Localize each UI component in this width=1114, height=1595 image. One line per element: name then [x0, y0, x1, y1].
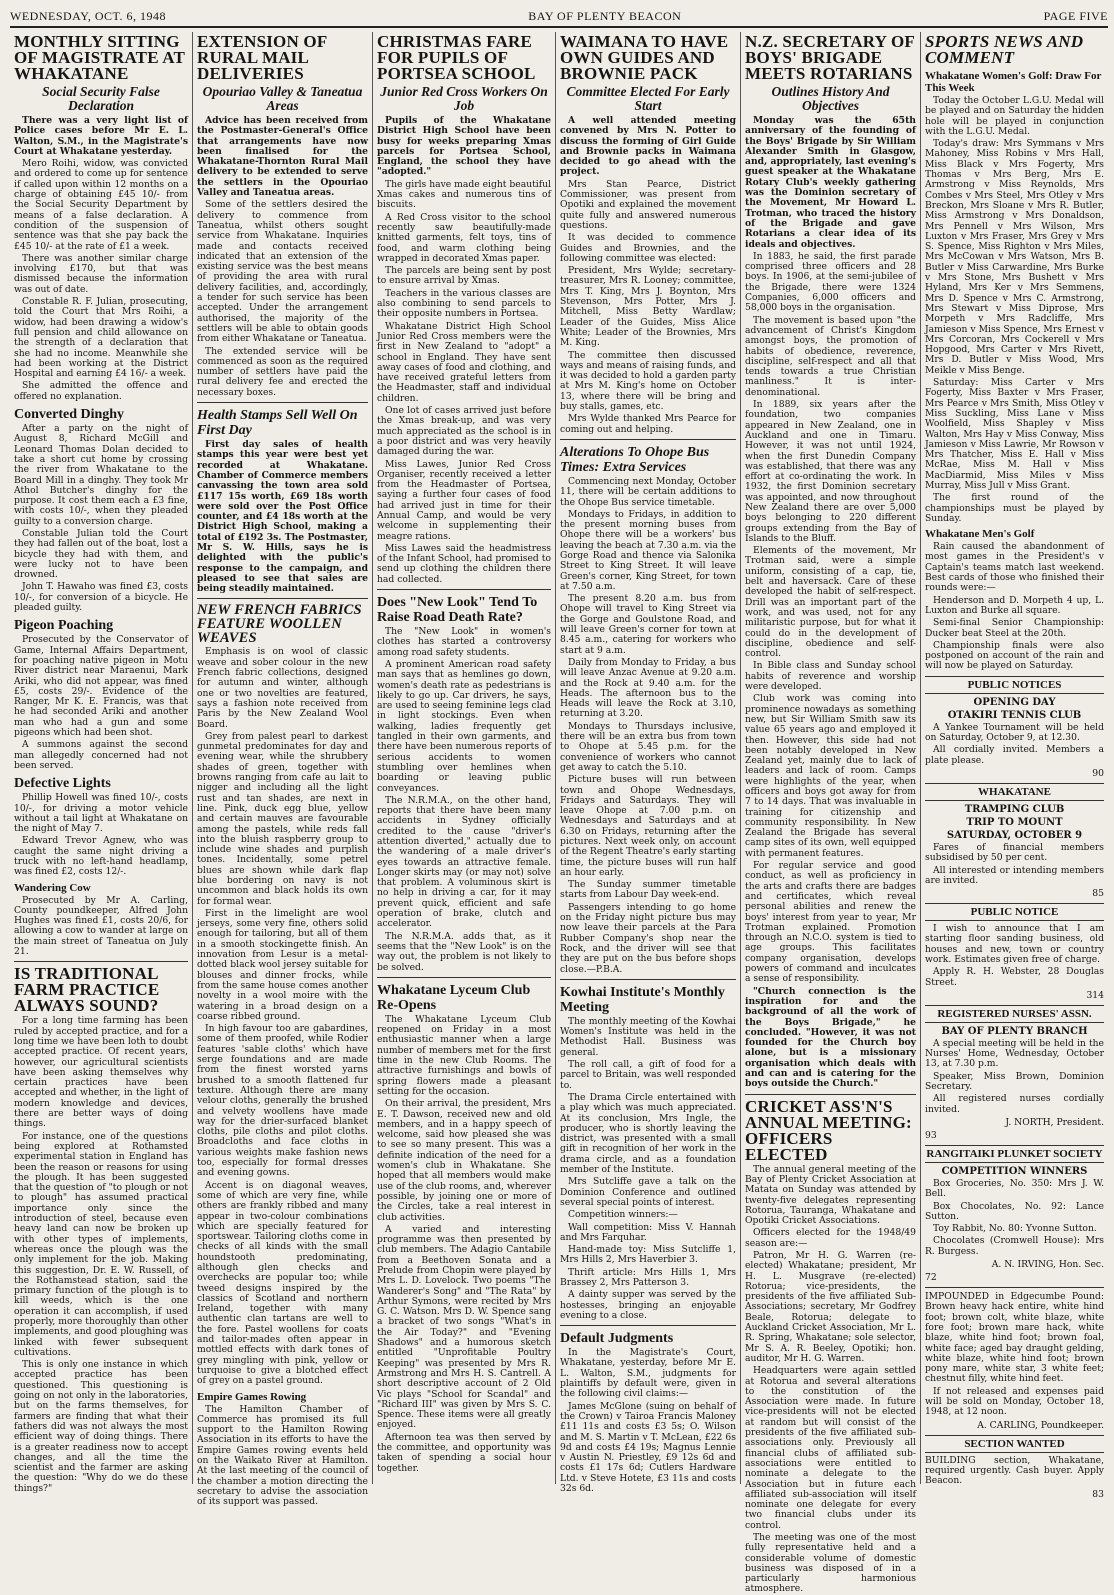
notice-signature: A. CARLING, Poundkeeper.	[977, 1419, 1104, 1431]
para: Hand-made toy: Miss Sutcliffe 1, Mrs Hills 2, Mrs Haverbier 3.	[560, 1244, 736, 1266]
para: The N.R.M.A. adds that, as it seems that the "New Look" is on the way out, the problem is not likely to be solved.	[377, 930, 551, 973]
para: All registered nurses cordially invited.	[925, 1093, 1104, 1115]
para: Afternoon tea was then served by the committee, and opportunity was taken of spending a social hour together.	[377, 1431, 551, 1474]
columns	[10, 32, 1108, 1595]
para: Advice has been received from the Postmaster-General's Office that arrangements have now been finalised for the Whakatane-Thornton Rural Mail delivery to be extended to serve the settlers in the Opouriao Valley and Taneatua areas.	[197, 115, 368, 199]
divider	[14, 961, 188, 962]
headline-rural-mail: EXTENSION OF RURAL MAIL DELIVERIES	[197, 32, 327, 83]
para: Elements of the movement, Mr Trotman said, were a simple uniform, consisting of a cap, tie, belt and haversack. Care of these developed the habit of self-respect. Drill was an important part of the work, and was used, not for any militaristic purpose, but for what it could do in the development of discipline, obedience and self-control.	[745, 545, 916, 660]
para: Mondays to Thursdays inclusive, there will be an extra bus from town to Ohope at 5.45 p.m. for the convenience of workers who cannot get away to catch the 5.10.	[560, 720, 736, 773]
para: A Yankee Tournament will be held on Saturday, October 9, at 12.30.	[925, 721, 1104, 744]
para: The extended service will be commenced as soon as the required number of settlers have paid the rural delivery fee and erected the necessary boxes.	[197, 345, 368, 398]
para: One lot of cases arrived just before the Xmas break-up, and was very much appreciated as the school is in a poor district and was very heavily damaged during the war.	[377, 405, 551, 458]
para: Mero Roihi, widow, was convicted and ordered to come up for sentence if called upon within 12 months on a charge of obtaining £45 10/- from the Social Security Department by means of a false declaration. A condition of the suspension of sentence was that she pay back the £45 10/- at the rate of £1 a week.	[14, 158, 188, 252]
para: The girls have made eight beautiful Xmas cakes and numerous tins of biscuits.	[377, 178, 551, 211]
para: There was a very light list of Police cases before Mr E. L. Walton, S.M., in the Magistrate's Court at Whakatane yesterday.	[14, 115, 188, 157]
para: The committee then discussed ways and means of raising funds, and it was decided to hold a garden party at Mrs M. King's home on October 13, where there will be bring and buy stalls, games, etc.	[560, 349, 736, 413]
para: Henderson and D. Morpeth 4 up, L. Luxton and Burke all square.	[925, 594, 1104, 616]
para: The Sunday summer timetable starts from Labour Day week-end.	[560, 879, 736, 901]
column-5	[741, 32, 921, 1595]
para: There was another similar charge involving £170, but that was dismissed because the information was out of date.	[14, 252, 188, 295]
heading-ohope-bus: Alterations To Ohope Bus Times: Extra Services	[560, 444, 710, 475]
para: A varied and interesting programme was then presented by club members. The Adagio Cantabile from a Beethoven Sonata and a Prelude from Chopin were played by Mrs L. D. Lovelock. Two poems "The Wanderer's Song" and "The Rata" by Arthur Symons, were recited by Mrs G. C. Watson. Mrs D. W. Spence sang a bracket of two songs "What's in the Air Today?" and "Evening Shadows" and a humorous sketch entitled "Unprofitable Poultry Keeping" was presented by Mrs R. Armstrong and Mrs H. S. Cantrell. A short descriptive account of 2 Old Vic plays "School for Scandal" and "Richard III" was given by Mrs S. C. Spence. These items were all greatly enjoyed.	[377, 1223, 551, 1431]
para: Speaker, Miss Brown, Dominion Secretary.	[925, 1070, 1104, 1093]
notice-number: 314	[1086, 989, 1104, 1001]
headline-boys-brigade: N.Z. SECRETARY OF BOYS' BRIGADE MEETS ROTARIANS	[745, 32, 915, 83]
para: A dainty supper was served by the hostesses, bringing an enjoyable evening to a close.	[560, 1289, 736, 1321]
heading-new-look: Does "New Look" Tend To Raise Road Death Rate?	[377, 595, 538, 626]
para: John T. Hawaho was fined £3, costs 10/-, for conversion of a bicycle. He pleaded guilty.	[14, 581, 188, 614]
column-6	[921, 32, 1108, 1500]
para: The first round of the championships must be played by Sunday.	[925, 492, 1104, 524]
para: Semi-final Senior Championship: Ducker beat Steel at the 20th.	[925, 617, 1104, 639]
para: All interested or intending members are invited.	[925, 864, 1104, 886]
para: Today the October L.G.U. Medal will be played and on Saturday the hidden hole will be played in conjunction with the L.G.U. Medal.	[925, 95, 1104, 137]
paper-name: BAY OF PLENTY BEACON	[528, 8, 682, 23]
para: Officers elected for the 1948/49 season are:—	[745, 1227, 916, 1249]
notice-number: 93	[925, 1129, 937, 1141]
heading-pigeon-poaching: Pigeon Poaching	[14, 618, 114, 634]
headline-waimana-guides: WAIMANA TO HAVE OWN GUIDES AND BROWNIE PACK	[560, 32, 729, 83]
para: After a party on the night of August 8, Richard McGill and Leonard Thomas Dolan decided to take a short cut home by crossing the river from Whakatane to the Board Mill in a dinghy. They took Mr Athol Butcher's dinghy for the purpose. It cost them each a £3 fine, with costs 10/-, when they pleaded guilty to a conversion charge.	[14, 423, 188, 527]
para: The meeting was one of the most fully representative held and a considerable volume of domestic business was disposed of in a particularly harmonious atmosphere.	[745, 1532, 916, 1595]
para: First in the limelight are wool jerseys, some very fine, others solid enough for tailoring, but all of them in a smooth stockingette finish. An innovation from Lesur is a metal-dotted black wool jersey suitable for blouses and dinner frocks, while from the same house comes another novelty in a wool moire with the watering in a broad design on a coarse ribbed ground.	[197, 907, 368, 1022]
page-number: PAGE FIVE	[1043, 8, 1108, 23]
para: Mrs Stan Pearce, District Commissioner, was present from Opotiki and explained the movement quite fully and answered numerous questions.	[560, 178, 736, 231]
para: Passengers intending to go home on the Friday night picture bus may now leave their parcels at the Para Rubber Company's shop near the Rock, and the driver will see that they are put on the bus before shops close.—P.B.A.	[560, 901, 736, 975]
para: Box Chocolates, No. 92: Lance Sutton.	[925, 1200, 1104, 1222]
para: Mrs Sutcliffe gave a talk on the Dominion Conference and outlined several special points of interest.	[560, 1176, 736, 1208]
issue-date: WEDNESDAY, OCT. 6, 1948	[10, 8, 166, 23]
para: Mondays to Fridays, in addition to the present morning buses from Ohope there will be a workers' bus leaving the beach at 7.30 a.m. via the Gorge Road and thence via Salonika Street to King Street. It will leave Green's corner, King Street, for town at 7.50 a.m.	[560, 508, 736, 592]
para: Whakatane District High School Junior Red Cross members were the first in New Zealand to "adopt" a school in England. They have sent away cases of food and clothing, and have received grateful letters from the Headmaster, staff and individual children.	[377, 320, 551, 404]
headline-sports: SPORTS NEWS AND COMMENT	[925, 32, 1084, 67]
notice-subhead: OTAKIRI TENNIS CLUB	[947, 709, 1082, 721]
subhead-opouriao: Opouriao Valley & Taneatua Areas	[202, 84, 363, 113]
heading-kowhai-institute: Kowhai Institute's Monthly Meeting	[560, 984, 725, 1015]
para: In 1883, he said, the first parade comprised three officers and 28 boys. In 1906, at the semi-jubilee of the Brigade, there were 1324 Companies, 6,000 officers and 58,000 boys in the organisation.	[745, 250, 916, 314]
para: Picture buses will run between town and Ohope Wednesdays, Fridays and Saturdays. They will leave Ohope at 7.00 p.m. on Wednesdays and Saturdays and at 6.30 on Fridays, returning after the pictures. Next week only, on account of the Regent Theatre's early starting time, the picture buses will run half an hour early.	[560, 774, 736, 878]
heading-defective-lights: Defective Lights	[14, 776, 111, 792]
divider	[925, 1287, 1104, 1288]
para: The parcels are being sent by post to ensure arrival by Xmas.	[377, 265, 551, 287]
column-2	[193, 32, 373, 1508]
para: Fares of financial members subsidised by 50 per cent.	[925, 841, 1104, 864]
para: Rain caused the abandonment of most games in the President's v Captain's teams match last weekend. Best cards of those who finished their rounds were:—	[925, 541, 1104, 594]
subhead-committee: Committee Elected For Early Start	[566, 84, 730, 113]
para: Pupils of the Whakatane District High School have been busy for weeks preparing Xmas parcels for Portsea School, England, the school they have "adopted."	[377, 115, 551, 178]
para: James McGlone (suing on behalf of the Crown) v Tairoa Francis Maloney £11 11s and costs £3 5s; O. Wilson and M. S. Martin v T. McLean, £22 6s 9d and costs £4 19s; Magnus Lennie v Austin N. Priestley, £9 12s 6d and costs £1 17s 6d; Cutlers Hardware Ltd. v Steve Hotete, £3 11s and costs 32s 6d.	[560, 1400, 736, 1495]
headline-magistrate: MONTHLY SITTING OF MAGISTRATE AT WHAKATANE	[14, 32, 185, 83]
divider	[560, 979, 736, 980]
column-1	[10, 32, 193, 1494]
para: In 1889, six years after the foundation, two companies appeared in New Zealand, one in Auckland and one in Timaru. However, it was not until 1924, when the first Dunedin Company was established, that there was any effort at co-ordinating the work. In 1932, the first Dominion secretary was appointed, and now throughout New Zealand there are over 5,000 boys belonging to 220 different groups extending from the Bay of Islands to the Bluff.	[745, 399, 916, 544]
para: Prosecuted by the Conservator of Game, Internal Affairs Department, for poaching native pigeon in Motu River district near Maraenui, Mark Ariki, who did not appear, was fined £5, costs 29/-. Evidence of the Ranger, Mr K. E. Francis, was that he had seconded Ariki and another man who had a gun and some pigeons which had been shot.	[14, 634, 188, 739]
para: The annual general meeting of the Bay of Plenty Cricket Association at Matata on Sunday was attended by twenty-five delegates representing Rotorua, Tauranga, Whakatane and Opotiki Cricket Associations.	[745, 1163, 916, 1227]
para: BUILDING section, Whakatane, required urgently. Cash buyer. Apply Beacon.	[925, 1454, 1104, 1487]
divider	[560, 1325, 736, 1326]
subhead-history: Outlines History And Objectives	[771, 84, 890, 113]
notice-subhead: OPENING DAY	[973, 696, 1056, 708]
para: For a long time farming has been ruled by accepted practice, and for a long time we have been loth to doubt accepted practice. Of recent years, however, our agricultural scientists have been asking themselves why certain practices have been accepted and whether, in the light of modern knowledge and devices, there are better ways of doing things.	[14, 1015, 188, 1130]
para: Grey from palest pearl to darkest gunmetal predominates for day and evening wear, while the shrubbery shades of green, together with browns ranging from cafe au lait to nigger and including all the light rust and tan shades, are next in line. Pink, duck egg blue, yellow and certain mauves are favourable among the pastels, while reds fall into the bluish raspberry group to include wine shades and purplish tones. Incidentally, some petrel blues are shown while dark flap blue bordering on navy is not uncommon and black holds its own for formal wear.	[197, 730, 368, 907]
para: Miss Lawes said the headmistress of the Infant School, had promised to send up clothing the children there had collected.	[377, 542, 551, 585]
headline-cricket: CRICKET ASS'N'S ANNUAL MEETING: OFFICERS ELECTED	[745, 1096, 912, 1164]
notice-subhead: TRAMPING CLUB	[964, 803, 1065, 815]
para: The Hamilton Chamber of Commerce has promised its full support to the Hamilton Rowing Association in its efforts to have the Empire Games rowing events held on the Waikato River at Hamilton. At the last meeting of the council of the chamber a motion directing the secretary to advise the association of its support was passed.	[197, 1403, 368, 1508]
para: This is only one instance in which accepted practice has been questioned. This questioning is going on not only in the laboratories, but on the farms themselves, for farmers are finding that what their fathers did was not always the most efficient way of doing things. There is a greater readiness now to accept changes, and all the time the scientist and the farmer are asking the question: "Why do we do these things?"	[14, 1359, 188, 1494]
heading-converted-dinghy: Converted Dinghy	[14, 407, 125, 423]
para: A well attended meeting convened by Mrs N. Potter to discuss the forming of Girl Guide and Brownie packs in Waimana decided to go ahead with the project.	[560, 115, 736, 178]
para: Competition winners:—	[568, 1209, 678, 1221]
para: A special meeting will be held in the Nurses' Home, Wednesday, October 13, at 7.30 p.m.	[925, 1037, 1104, 1070]
para: A summons against the second man allegedly concerned had not been served.	[14, 739, 188, 771]
para: For instance, one of the questions being explored at Rothamsted experimental station in England has been the reason or reasons for using the plough. It has been suggested that the question of "to plough or not to plough" has assumed practical importance only since the introduction of steel, because even heavy land can now be broken up with other types of implements, whereas once the plough was the only implement for the job. Making this suggestion, Dr. E. W. Russell, of the Rothamstead station, said the primary function of the plough is to kill weeds, which is the one operation it can accomplish, if used properly, more thoroughly than other implements, and good ploughing was linked with fewer subsequent cultivations.	[14, 1130, 188, 1358]
para: If not released and expenses paid will be sold on Monday, October 18, 1948, at 12 noon.	[925, 1385, 1104, 1418]
para: Today's draw: Mrs Symmans v Mrs Mahoney, Miss Robins v Mrs Hall, Miss Black v Mrs Fogerty, Mrs Thomas v Mrs Berg, Mrs E. Armstrong v Miss Reynolds, Mrs Combes v Mrs Steel, Mrs Otley v Mrs Breckon, Mrs Sloane v Mrs R. Butler, Miss Armstrong v Mrs Donaldson, Mrs Pennell v Mrs Wilson, Mrs Luxton v Mrs Fraser, Mrs Grey v Mrs S. Spence, Miss Righton v Mrs Miles, Mrs McCowan v Mrs Watson, Mrs B. Butler v Miss Carwardine, Mrs Burke v Mrs Stone, Mrs Bushett v Mrs Hyland, Mrs Ker v Mrs Semmens, Mrs D. Spence v Mrs C. Armstrong, Mrs Stewart v Miss Diprose, Mrs Morpeth v Mrs Radcliffe, Mrs Jamieson v Miss Spence, Mrs Ernest v Mrs Corcoran, Mrs Cockerell v Mrs Hopgood, Mrs Carter v Mrs Rivett, Mrs D. Butler v Miss Wood, Mrs Meikle v Miss Benge.	[925, 138, 1104, 376]
divider	[197, 402, 368, 403]
para: In Bible class and Sunday school habits of reverence and worship were developed.	[745, 660, 916, 693]
divider	[745, 1094, 916, 1095]
para: A Red Cross visitor to the school recently saw beautifully-made knitted garments, felt toys, tins of food, and warm clothing being wrapped in decorated Xmas paper.	[377, 211, 551, 264]
section-wanted-header: SECTION WANTED	[925, 1435, 1104, 1453]
para: I wish to announce that I am starting floor sanding business, old houses and new, town or country work. Estimates given free of charge.	[925, 923, 1104, 965]
para: In the Magistrate's Court, Whakatane, yesterday, before Mr E. L. Walton, S.M., judgments for plaintiffs by default were, given in the following civil claims:—	[560, 1347, 736, 1400]
notice-subhead: TRIP TO MOUNT	[966, 816, 1063, 828]
para: The "New Look" in women's clothes has started a controversy among road safety students.	[377, 626, 551, 658]
para: A prominent American road safety man says that as hemlines go down, women's death rate as pedestrians is likely to go up. Car drivers, he says, are used to seeing feminine legs clad in light stockings. Even when walking, ladies frequently get tangled in their own garments, and there have been numerous reports of serious accidents to women stumbling over hemlines when boarding or leaving public conveyances.	[377, 658, 551, 794]
para: Accent is on diagonal weaves, some of which are very fine, while others are frankly ribbed and many appear in two-colour combinations which are specially featured for sportswear. Tailoring cloths come in checks of all kinds with the small houndstooth predominating, although glen checks and overchecks are popular too; while tweed designs inspired by the classics of Scotland and northern Ireland, together with many authentic clan tartans are well to the fore. Pastel woollens for coats and tailor-mades often appear in mottled effects with dark tones of grey mingling with pink, yellow or turquoise to give a blotched effect of grey on a pastel ground.	[197, 1179, 368, 1387]
notice-subhead: COMPETITION WINNERS	[941, 1165, 1088, 1177]
column-3	[373, 32, 556, 1484]
headline-french-fabrics: NEW FRENCH FABRICS FEATURE WOOLLEN WEAVES	[197, 602, 362, 647]
heading-health-stamps: Health Stamps Sell Well On First Day	[197, 408, 358, 439]
divider	[377, 589, 551, 590]
para: IMPOUNDED in Edgecumbe Pound: Brown heavy hack entire, white hind foot; brown colt, white blaze, white fore foot; brown mare hack, white blaze, white hind foot; brown foal, white face; aged bay draught gelding, white blaze, white hind foot; brown pony mare, white star, 3 white feet; chestnut filly, white hind feet.	[925, 1291, 1104, 1385]
para: Emphasis is on wool of classic weave and sober colour in the new French fabric collections, designed for autumn and winter, although one or two novelties are featured, says a fashion note received from Paris by the New Zealand Wool Board.	[197, 646, 368, 730]
para: First day sales of health stamps this year were best yet recorded at Whakatane. Chamber of Commerce members canvassing the town area sold £117 15s worth, £69 18s worth were sold over the Post Office counter, and £4 18s worth at the District High School, making a total of £192 3s. The Postmaster, Mr S. W. Hills, says he is delighted with the public's response to the campaign, and pleased to see that sales are being steadily maintained.	[197, 439, 368, 595]
subhead-social-security: Social Security False Declaration	[42, 84, 160, 113]
notice-subhead: SATURDAY, OCTOBER 9	[946, 829, 1083, 841]
heading-lyceum-club: Whakatane Lyceum Club Re-Opens	[377, 982, 531, 1013]
divider	[560, 439, 736, 440]
plunket-society-header: RANGITAIKI PLUNKET SOCIETY	[925, 1145, 1104, 1163]
divider	[377, 977, 551, 978]
column-4	[556, 32, 741, 1495]
para: Constable R. F. Julian, prosecuting, told the Court that Mrs Roihi, a widow, had been drawing a widow's full pension and child allowance on the strength of a declaration that she had no income. Meanwhile she had been working at the District Hospital and earning £4 16/- a week.	[14, 296, 188, 380]
para: The monthly meeting of the Kowhai Women's Institute was held in the Methodist Hall. Business was general.	[560, 1015, 736, 1058]
para: Thrift article: Mrs Hills 1, Mrs Brassey 2, Mrs Patterson 3.	[560, 1266, 736, 1288]
para: In high favour too are gabardines, some of them proofed, while Rodier features 'sable cloths' which have serge foundations and are made from the finest worsted yarns brushed to a smooth flattened fur texture. Although there are many velour cloths, generally the brushed and velvety woollens have made way for the drier-surfaced blanket cloths, pile cloths and pilot cloths. Broadcloths and face cloths in various weights make fashion news too, especially for formal dresses and evening gowns.	[197, 1023, 368, 1179]
para: The Whakatane Lyceum Club reopened on Friday in a most enthusiastic manner when a large number of members met for the first time in the new Club Rooms. The attractive furnishings and bowls of spring flowers made a pleasant setting for the occasion.	[377, 1013, 551, 1097]
para: Box Groceries, No. 350: Mrs J. W. Bell.	[925, 1177, 1104, 1200]
para: Headquarters were again settled at Rotorua and several alterations to the constitution of the Association were made. In future vice-presidents will not be elected at random but will consist of the presidents of the five affiliated sub-associations only. Previously all financial clubs of affiliated sub-associations were entitled to nominate a delegate to the Association but in future each affiliated sub-association will itself nominate one delegate for every two financial clubs under its control.	[745, 1365, 916, 1531]
subhead-red-cross: Junior Red Cross Workers On Job	[380, 84, 548, 113]
para: Mrs Wylde thanked Mrs Pearce for coming out and helping.	[560, 413, 736, 435]
para: Chocolates (Cromwell House): Mrs R. Burgess.	[925, 1235, 1104, 1257]
para: Edward Trevor Agnew, who was caught the same night driving a truck with no left-hand headlamp, was fined £2, costs 12/-.	[14, 835, 188, 878]
public-notices-header: PUBLIC NOTICES	[925, 676, 1104, 694]
para: Some of the settlers desired the delivery to commence from Taneatua, whilst others sought service from Whakatane. Inquiries made and contacts received indicated that an extension of the existing service was the best means of providing the area with rural delivery facilities, and, accordingly, a tender for such service has been accepted. Under the arrangement authorised, the majority of the settlers will be able to obtain goods from either Whakatane or Taneatua.	[197, 199, 368, 345]
para: The present 8.20 a.m. bus from Ohope will travel to King Street via the Gorge and Goulstone Road, and will leave Green's corner for town at 8.45 a.m., catering for workers who start at 9 a.m.	[560, 593, 736, 656]
para: Constable Julian told the Court they had fallen out of the boat, lost a bicycle they had with them, and were lucky not to have been drowned.	[14, 527, 188, 581]
para: Commencing next Monday, October 11, there will be certain additions to the Ohope Bus service timetable.	[560, 475, 736, 508]
para: Championship finals were also postponed on account of the rain and will now be played on Saturday.	[925, 639, 1104, 672]
heading-empire-games: Empire Games Rowing	[197, 1390, 307, 1403]
heading-mens-golf: Whakatane Men's Golf	[925, 528, 1035, 541]
notice-signature: A. N. IRVING, Hon. Sec.	[991, 1259, 1104, 1271]
para: All cordially invited. Members a plate please.	[925, 744, 1104, 766]
heading-wandering-cow: Wandering Cow	[14, 881, 91, 894]
para: Apply R. H. Webster, 28 Douglas Street.	[925, 966, 1104, 988]
notice-number: 90	[1092, 767, 1104, 779]
para: On their arrival, the president, Mrs E. T. Dawson, received new and old members, and in a happy speech of welcome, said how pleased she was to see so many present. This was a definite indication of the need for a women's club in Whakatane. She hoped that all members would make use of the club rooms, and, wherever possible, by joining one or more of the Circles, take a real interest in club activities.	[377, 1098, 551, 1223]
para: Saturday: Miss Carter v Mrs Fogerty, Miss Baxter v Mrs Fraser, Mrs Pearce v Mrs Smith, Miss Otley v Miss Suckling, Miss Lane v Miss Woolfield, Miss Shapley v Miss Walton, Mrs Hay v Miss Conway, Miss Jamieson v Miss Lawrie, Mr Rowson v Mrs Thatcher, Miss E. Hall v Miss McRae, Miss M. Hall v Miss MacDiarmid, Miss Miles v Miss Murray, Miss Jull v Miss Grant.	[925, 377, 1104, 491]
public-notice-header: PUBLIC NOTICE	[925, 903, 1104, 921]
notice-number: 72	[925, 1272, 937, 1284]
para: The movement is based upon "the advancement of Christ's Kingdom amongst boys, the promotion of habits of obedience, reverence, discipline, self-respect and all that tends towards a true Christian manliness." It is inter-denominational.	[745, 314, 916, 398]
para: For regular service and good conduct, as well as proficiency in the arts and crafts there are badges and certificates, which reveal personal abilities and renew the boys' interest from year to year, Mr Trotman explained. Promotion through an N.C.O. system is tied to age groups. This facilitates company organisation, develops powers of command and inculcates a sense of responsibility.	[745, 860, 916, 985]
para: The roll call, a gift of food for a parcel to Britain, was well responded to.	[560, 1059, 736, 1091]
para: Wall competition: Miss V. Hannah and Mrs Farquhar.	[560, 1221, 736, 1243]
para: Patron, Mr H. G. Warren (re-elected) Whakatane; president, Mr H. L. Musgrave (re-elected) Rotorua; vice-presidents, the presidents of the five affiliated Sub-Associations; secretary, Mr Godfrey Beale, Rotorua; delegate to Auckland Cricket Association, Mr L. R. Spring, Whakatane; sole selector, Mr S. A. R. Beeley, Opotiki; hon. auditor, Mr H. G. Warren.	[745, 1249, 916, 1364]
heading-womens-golf: Whakatane Women's Golf: Draw For This Week	[925, 70, 1102, 94]
tramping-club-header: WHAKATANE	[925, 783, 1104, 801]
headline-farm-practice: IS TRADITIONAL FARM PRACTICE ALWAYS SOUND?	[14, 964, 160, 1016]
para: Phillip Howell was fined 10/-, costs 10/-, for driving a motor vehicle without a tail light at Whakatane on the night of May 7.	[14, 792, 188, 835]
para: She admitted the offence and offered no explanation.	[14, 380, 188, 402]
notice-number: 85	[1092, 888, 1104, 900]
para: Club work was coming into prominence nowadays as something new, but Sir William Smith saw its value 65 years ago and employed it then. However, this side had not been notably developed in New Zealand yet, mainly due to lack of leaders and lack of room. Camps were highlights of the year, when officers and boys got away for from 7 to 14 days. That was invaluable in training for citizenship and community responsibility. In New Zealand the Brigade has several camp sites of its own, well equipped with permanent features.	[745, 693, 916, 859]
heading-default-judgments: Default Judgments	[560, 1331, 674, 1347]
para: Toy Rabbit, No. 80: Yvonne Sutton.	[933, 1223, 1097, 1235]
notice-number: 83	[1092, 1488, 1104, 1500]
headline-christmas-fare: CHRISTMAS FARE FOR PUPILS OF PORTSEA SCHOOL	[377, 32, 536, 83]
para: Miss Lawes, Junior Red Cross Organiser, recently received a letter from the Headmaster of Portsea, saying a further four cases of food had arrived just in time for their Annual Camp, and would be very welcome in supplementing their meagre rations.	[377, 458, 551, 542]
notice-subhead: BAY OF PLENTY BRANCH	[941, 1025, 1088, 1037]
para: Monday was the 65th anniversary of the founding of the Boys' Brigade by Sir William Alexander Smith in Glasgow, and, appropriately, last evening's guest speaker at the Whakatane Rotary Club's weekly gathering was the Dominion secretary of the Movement, Mr Howard L. Trotman, who traced the history of the Brigade and gave Rotarians a clear idea of its ideals and objectives.	[745, 115, 916, 250]
para: Teachers in the various classes are also combining to send parcels to their opposite numbers in Portsea.	[377, 287, 551, 320]
para: Prosecuted by Mr A. Carling, County poundkeeper, Alfred John Hughes was fined £1, costs 20/6, for allowing a cow to wander at large on the main street of Taneatua on July 21.	[14, 894, 188, 958]
para: Daily from Monday to Friday, a bus will leave Anzac Avenue at 9.20 a.m. and the Rock at 9.40 a.m. for the Heads. The afternoon bus to the Heads will leave the Rock at 3.10, returning at 3.20.	[560, 656, 736, 720]
notice-signature: J. NORTH, President.	[1005, 1116, 1104, 1128]
para: It was decided to commence Guides and Brownies, and the following committee was elected:	[560, 232, 736, 264]
nurses-assn-header: REGISTERED NURSES' ASSN.	[925, 1005, 1104, 1023]
para: The Drama Circle entertained with a play which was much appreciated. At its conclusion, Mrs Ingle, the producer, who is shortly leaving the district, was presented with a small gift in recognition of her work in the drama circle, and as a foundation member of the Institute.	[560, 1091, 736, 1176]
masthead	[10, 6, 1108, 28]
divider	[197, 598, 368, 599]
para: "Church connection is the inspiration for and the background of all the work of the Boys Brigade," he concluded. "However, it was not founded for the Church boy alone, but is a missionary organisation which deals with and can and is catering for the boys outside the Church."	[745, 985, 916, 1090]
para: The N.R.M.A., on the other hand, reports that there have been many accidents in Sydney officially credited to the cause "driver's attention diverted," actually due to the wandering of a male driver's eyes towards an attractive female. Longer skirts may (or may not) solve that problem. A voluminous skirt is no help in driving a car, for it may prevent quick, efficient and safe operation of brake, clutch and accelerator.	[377, 794, 551, 930]
para: President, Mrs Wylde; secretary-treasurer, Mrs R. Looney; committee, Mrs T. King, Mrs J. Boynton, Mrs Stevenson, Mrs Potter, Mrs J. Mitchell, Miss Betty Wardlaw; Leader of the Guides, Miss Alice White; Leader of the Brownies, Mrs M. King.	[560, 265, 736, 349]
